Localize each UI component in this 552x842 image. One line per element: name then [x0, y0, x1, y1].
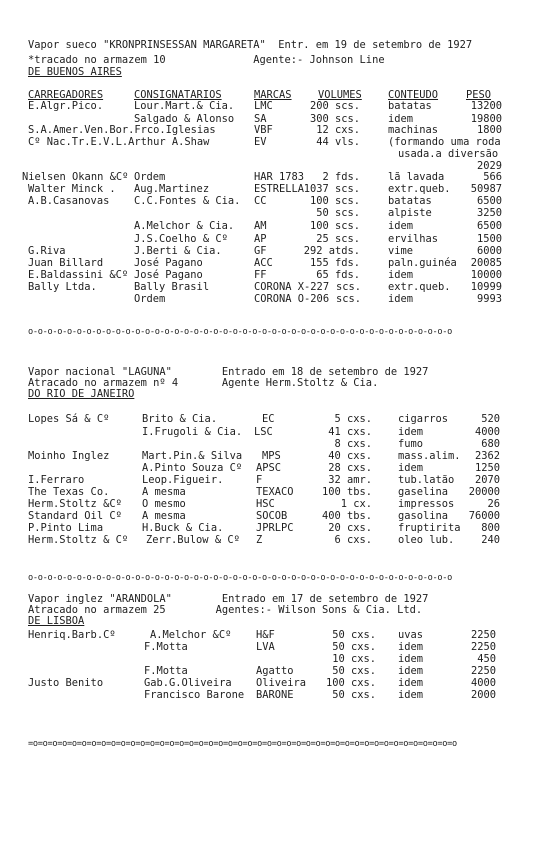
weight: 450 — [477, 653, 496, 665]
consignee: Zerr.Bulow & Cº — [146, 534, 240, 546]
consignee: Gab.G.Oliveira — [144, 677, 232, 689]
mark: ESTRELLA — [254, 183, 305, 195]
content: mass.alim. — [398, 450, 461, 462]
shipper: P.Pinto Lima — [28, 522, 104, 534]
consignee: José Pagano — [134, 257, 203, 269]
shipper: Herm.Stoltz & Cº — [28, 534, 129, 546]
content: lã lavada — [388, 171, 445, 183]
mark: FF — [254, 269, 267, 281]
volumes: 1 cx. — [340, 498, 372, 510]
separator-line: o-o-o-o-o-o-o-o-o-o-o-o-o-o-o-o-o-o-o-o-o-o-o-o-o-o-o-o-o-o-o-o-o-o-o-o-o-o-o-o-o-o-o-o — [28, 573, 453, 583]
mark: AM — [254, 220, 267, 232]
content: gaselina — [398, 486, 449, 498]
header-consignatarios: CONSIGNATARIOS — [134, 89, 222, 101]
separator-line: =o=o=o=o=o=o=o=o=o=o=o=o=o=o=o=o=o=o=o=o=o=o=o=o=o=o=o=o=o=o=o=o=o=o=o=o=o=o=o=o=o=o=o=o — [28, 739, 457, 749]
content: batatas — [388, 195, 432, 207]
consignee: Lour.Mart.& Cia. — [134, 100, 235, 112]
content: idem — [388, 113, 414, 125]
consignee: Francisco Barone — [144, 689, 245, 701]
volumes: scs. — [336, 293, 362, 305]
content: idem — [398, 426, 424, 438]
shipper: Moinho Inglez — [28, 450, 110, 462]
consignee: Ordem — [134, 293, 166, 305]
content: idem — [388, 269, 414, 281]
shipper: E.Baldassini &Cº — [28, 269, 129, 281]
ship-title-line: Vapor inglez "ARANDOLA" Entrado em 17 de setembro de 1927 — [28, 593, 429, 605]
content: idem — [388, 293, 414, 305]
mark: SOCOB — [256, 510, 288, 522]
content: fumo — [398, 438, 424, 450]
content: impressos — [398, 498, 455, 510]
content: oleo lub. — [398, 534, 455, 546]
mark: CORONA O-206 — [254, 293, 330, 305]
mark: HSC — [256, 498, 275, 510]
content: idem — [398, 653, 424, 665]
mark: EC — [262, 413, 275, 425]
consignee: Brito & Cia. — [142, 413, 218, 425]
content: idem — [398, 689, 424, 701]
weight: 10000 — [470, 269, 502, 281]
weight: 3250 — [476, 207, 502, 219]
consignee: C.C.Fontes & Cia. — [134, 195, 241, 207]
header-conteudo: CONTEUDO — [388, 89, 439, 101]
volumes: 50 cxs. — [332, 641, 376, 653]
weight: 19800 — [470, 113, 502, 125]
content: vime — [388, 245, 414, 257]
volumes: 100 scs. — [309, 220, 360, 232]
shipper: Bally Ltda. — [28, 281, 97, 293]
mark: SA — [254, 113, 267, 125]
content: (formando uma roda — [388, 136, 501, 148]
weight: 50987 — [470, 183, 502, 195]
weight: 20000 — [468, 486, 500, 498]
shipper: Walter Minck . — [28, 183, 116, 195]
content: extr.queb. — [388, 281, 451, 293]
mark: JPRLPC — [256, 522, 294, 534]
mark: Oliveira — [256, 677, 307, 689]
shipper: Lopes Sá & Cº — [28, 413, 110, 425]
weight: 6500 — [476, 195, 502, 207]
consignee: A.Pinto Souza Cº — [142, 462, 243, 474]
weight: 680 — [481, 438, 500, 450]
mark: ACC — [254, 257, 273, 269]
volumes: 100 cxs. — [325, 677, 376, 689]
shipper: S.A.Amer.Ven.Bor.Frco.Iglesias — [28, 124, 216, 136]
shipper: G.Riva — [28, 245, 66, 257]
content: batatas — [388, 100, 432, 112]
content: fruptirita — [398, 522, 461, 534]
weight: 2362 — [474, 450, 500, 462]
volumes: 10 cxs. — [332, 653, 376, 665]
mark: MPS — [262, 450, 281, 462]
shipper: E.Algr.Pico. — [28, 100, 104, 112]
weight: 20085 — [470, 257, 502, 269]
mark: H&F — [256, 629, 275, 641]
volumes: 100 scs. — [309, 195, 360, 207]
weight: 2250 — [470, 665, 496, 677]
volumes: 50 cxs. — [332, 665, 376, 677]
weight: 6500 — [476, 220, 502, 232]
mark: F — [256, 474, 263, 486]
consignee: Bally Brasil — [134, 281, 210, 293]
weight: 10999 — [470, 281, 502, 293]
berth-agent-line: Atracado no armazem 25 Agentes:- Wilson Sons & Cia. Ltd. — [28, 604, 423, 616]
weight: 2000 — [470, 689, 496, 701]
mark: BARONE — [256, 689, 294, 701]
berth-agent-line: *tracado no armazem 10 Agente:- Johnson Line — [28, 54, 385, 66]
consignee: A mesma — [142, 510, 186, 522]
weight: 9993 — [476, 293, 502, 305]
header-carregadores: CARREGADORES — [28, 89, 104, 101]
mark: LSC — [254, 426, 273, 438]
shipper: Nielsen Okann &Cº — [22, 171, 129, 183]
volumes: 50 cxs. — [332, 629, 376, 641]
header-peso: PESO — [466, 89, 492, 101]
consignee: F.Motta — [144, 665, 188, 677]
volumes: 40 cxs. — [328, 450, 372, 462]
consignee: I.Frugoli & Cia. — [142, 426, 243, 438]
content: extr.queb. — [388, 183, 451, 195]
consignee: O mesmo — [142, 498, 186, 510]
volumes: 1037 scs. — [303, 183, 360, 195]
weight: 566 — [483, 171, 502, 183]
weight: 6000 — [476, 245, 502, 257]
volumes: 100 tbs. — [321, 486, 372, 498]
shipper: Henriq.Barb.Cº — [28, 629, 116, 641]
volumes: 28 cxs. — [328, 462, 372, 474]
origin-port: DE BUENOS AIRES — [28, 66, 122, 78]
volumes: 300 scs. — [309, 113, 360, 125]
mark: TEXACO — [256, 486, 294, 498]
weight: 2250 — [470, 641, 496, 653]
mark: GF — [254, 245, 267, 257]
header-marcas: MARCAS — [254, 89, 292, 101]
consignee: Aug.Martinez — [134, 183, 210, 195]
consignee: Mart.Pin.& Silva — [142, 450, 243, 462]
weight: 2029 — [476, 160, 502, 172]
content: alpiste — [388, 207, 432, 219]
content: idem — [388, 220, 414, 232]
content: paln.guinéa — [388, 257, 457, 269]
mark: LVA — [256, 641, 275, 653]
volumes: 12 cxs. — [316, 124, 360, 136]
weight: 800 — [481, 522, 500, 534]
content-continued: usada.a diversão — [398, 148, 499, 160]
volumes: 32 amr. — [328, 474, 372, 486]
weight: 240 — [481, 534, 500, 546]
content: idem — [398, 641, 424, 653]
volumes: 41 cxs. — [328, 426, 372, 438]
mark: EV — [254, 136, 267, 148]
shipper: The Texas Co. — [28, 486, 110, 498]
mark: CC — [254, 195, 267, 207]
weight: 76000 — [468, 510, 500, 522]
volumes: 44 vls. — [316, 136, 360, 148]
volumes: 50 scs. — [316, 207, 360, 219]
mark: VBF — [254, 124, 273, 136]
volumes: 2 fds. — [322, 171, 360, 183]
shipper: Cº Nac.Tr.E.V.L.Arthur A.Shaw — [28, 136, 210, 148]
weight: 4000 — [470, 677, 496, 689]
content: machinas — [388, 124, 439, 136]
content: idem — [398, 462, 424, 474]
volumes: 155 fds. — [309, 257, 360, 269]
weight: 4000 — [474, 426, 500, 438]
mark: AP — [254, 233, 267, 245]
content: uvas — [398, 629, 424, 641]
ship-title-line: Vapor nacional "LAGUNA" Entrado em 18 de setembro de 1927 — [28, 366, 429, 378]
volumes: 5 cxs. — [334, 413, 372, 425]
shipper: Herm.Stoltz &Cº — [28, 498, 122, 510]
content: gasolina — [398, 510, 449, 522]
ship-title-line: Vapor sueco "KRONPRINSESSAN MARGARETA" Entr. em 19 de setembro de 1927 — [28, 39, 473, 51]
consignee: A mesma — [142, 486, 186, 498]
content: tub.latão — [398, 474, 455, 486]
consignee: A.Melchor &Cº — [150, 629, 232, 641]
shipper: Juan Billard — [28, 257, 104, 269]
weight: 2250 — [470, 629, 496, 641]
weight: 520 — [481, 413, 500, 425]
shipper: A.B.Casanovas — [28, 195, 110, 207]
content: cigarros — [398, 413, 449, 425]
volumes: 292 atds. — [303, 245, 360, 257]
volumes: 65 fds. — [316, 269, 360, 281]
consignee: Salgado & Alonso — [134, 113, 235, 125]
consignee: Ordem — [134, 171, 166, 183]
separator-line: o-o-o-o-o-o-o-o-o-o-o-o-o-o-o-o-o-o-o-o-o-o-o-o-o-o-o-o-o-o-o-o-o-o-o-o-o-o-o-o-o-o-o-o — [28, 327, 453, 337]
consignee: J.S.Coelho & Cº — [134, 233, 228, 245]
content: idem — [398, 665, 424, 677]
volumes: 50 cxs. — [332, 689, 376, 701]
volumes: 25 scs. — [316, 233, 360, 245]
consignee: A.Melchor & Cia. — [134, 220, 235, 232]
consignee: F.Motta — [144, 641, 188, 653]
volumes: 6 cxs. — [334, 534, 372, 546]
weight: 1500 — [476, 233, 502, 245]
consignee: J.Berti & Cia. — [134, 245, 222, 257]
shipper: I.Ferraro — [28, 474, 85, 486]
volumes: scs. — [336, 281, 362, 293]
weight: 1250 — [474, 462, 500, 474]
volumes: 400 tbs. — [321, 510, 372, 522]
consignee: Leop.Figueir. — [142, 474, 224, 486]
volumes: 8 cxs. — [334, 438, 372, 450]
consignee: H.Buck & Cia. — [142, 522, 224, 534]
mark: HAR 1783 — [254, 171, 305, 183]
shipper: Standard Oil Cº — [28, 510, 122, 522]
weight: 13200 — [470, 100, 502, 112]
weight: 1800 — [476, 124, 502, 136]
shipper: Justo Benito — [28, 677, 104, 689]
mark: Z — [256, 534, 263, 546]
mark: LMC — [254, 100, 273, 112]
origin-port: DE LISBOA — [28, 615, 85, 627]
weight: 26 — [487, 498, 500, 510]
content: idem — [398, 677, 424, 689]
berth-agent-line: Atracado no armazem nº 4 Agente Herm.Stoltz & Cia. — [28, 377, 379, 389]
origin-port: DO RIO DE JANEIRO — [28, 388, 135, 400]
volumes: 20 cxs. — [328, 522, 372, 534]
mark: CORONA X-227 — [254, 281, 330, 293]
mark: Agatto — [256, 665, 294, 677]
content: ervilhas — [388, 233, 439, 245]
weight: 2070 — [474, 474, 500, 486]
mark: APSC — [256, 462, 282, 474]
volumes: 200 scs. — [309, 100, 360, 112]
header-volumes: VOLUMES — [318, 89, 362, 101]
consignee: José Pagano — [134, 269, 203, 281]
